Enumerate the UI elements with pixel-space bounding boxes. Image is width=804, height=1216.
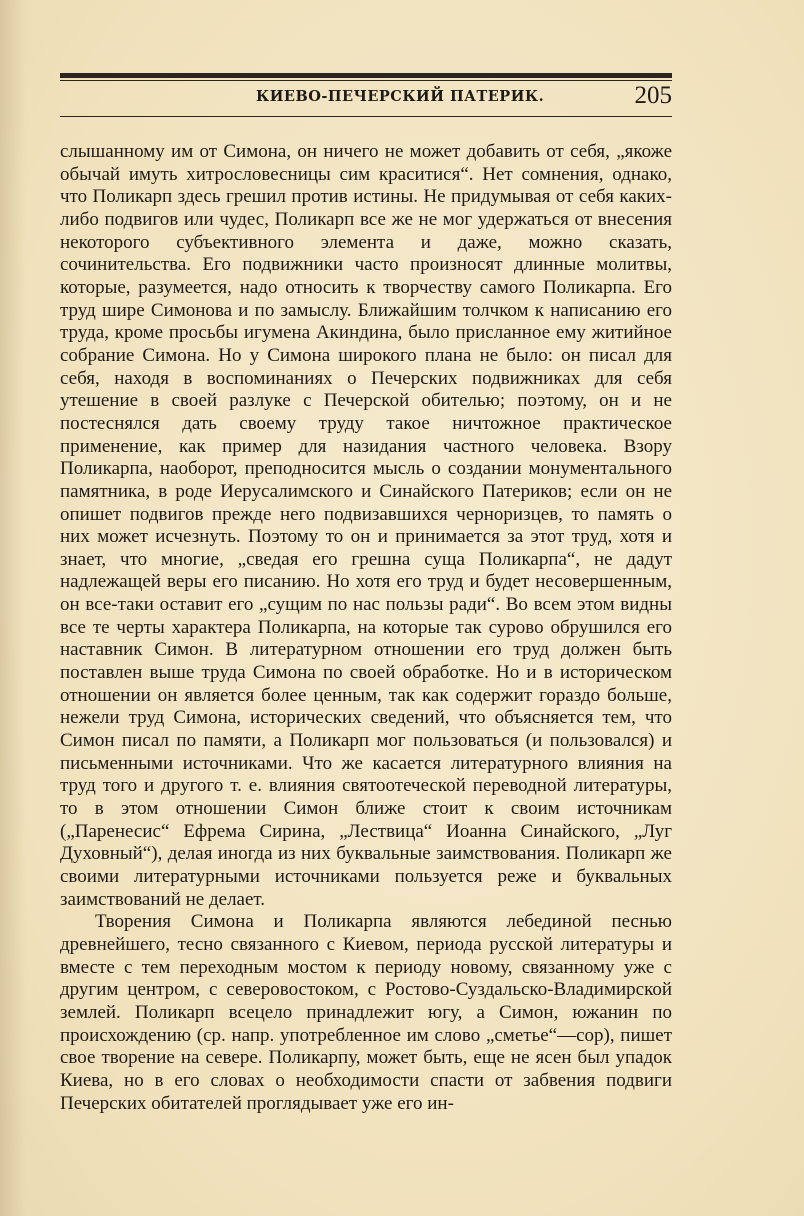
body-text (60, 141, 672, 1115)
page-header (60, 84, 672, 114)
paragraph-2: Творения Симона и Поликарпа являются лебединой песнью древнейшего, тесно связанного с Киевом, периода русской литературы и вместе с тем переходным мостом к периоду новому, связанному уже с другим центром, с северовостоком, с Ростово-Суздальско-Владимирской землей. Поликарп всецело принадлежит югу, а Симон, южанин по происхождению (ср. напр. употребленное им слово „сметье“—сор), пишет свое творение на севере. Поликарпу, может быть, еще не ясен был упадок Киева, но в его словах о необходимости спасти от забвения подвиги Печерских обитателей проглядывает уже его ин- (60, 911, 672, 1114)
page-number: 205 (634, 82, 672, 109)
header-thin-rule (60, 80, 672, 81)
page-gutter-shadow (0, 0, 26, 1216)
running-head: КИЕВО-ПЕЧЕРСКИЙ ПАТЕРИК. (256, 88, 545, 105)
header-bottom-rule (60, 116, 672, 117)
paragraph-1: слышанному им от Симона, он ничего не может добавить от себя, „якоже обычай имуть хитрословесницы сим краситися“. Нет сомнения, однако, что Поликарп здесь грешил против истины. Не придумывая от себя каких-либо подвигов или чудес, Поликарп все же не мог удержаться от внесения некоторого субъективного элемента и даже, можно сказать, сочинительства. Его подвижники часто произносят длинные молитвы, которые, разумеется, надо относить к творчеству самого Поликарпа. Его труд шире Симонова и по замыслу. Ближайшим толчком к написанию его труда, кроме просьбы игумена Акиндина, было присланное ему житийное собрание Симона. Но у Симона широкого плана не было: он писал для себя, находя в воспоминаниях о Печерских подвижниках для себя утешение в своей разлуке с Печерской обителью; поэтому, он и не постеснялся дать своему труду такое ничтожное практическое применение, как пример для назидания частного человека. Взору Поликарпа, наоборот, преподносится мысль о создании монументального памятника, в роде Иерусалимского и Синайского Патериков; если он не опишет подвигов прежде него подвизавшихся черноризцев, то память о них может исчезнуть. Поэтому то он и принимается за этот труд, хотя и знает, что многие, „сведая его грешна суща Поликарпа“, не дадут надлежащей веры его писанию. Но хотя его труд и будет несовершенным, он все-таки оставит его „сущим по нас пользы ради“. Во всем этом видны все те черты характера Поликарпа, на которые так сурово обрушился его наставник Симон. В литературном отношении его труд должен быть поставлен выше труда Симона по своей обработке. Но и в историческом отношении он является более ценным, так как содержит гораздо больше, нежели труд Симона, исторических сведений, что объясняется тем, что Симон писал по памяти, а Поликарп мог пользоваться (и пользовался) и письменными источниками. Что же касается литературного влияния на труд того и другого т. е. влияния святоотеческой переводной литературы, то в этом отношении Симон ближе стоит к своим источникам („Паренесис“ Ефрема Сирина, „Лествица“ Иоанна Синайского, „Луг Духовный“), делая иногда из них буквальные заимствования. Поликарп же своими литературными источниками пользуется реже и буквальных заимствований не делает. (60, 141, 672, 910)
header-thick-rule (60, 73, 672, 78)
